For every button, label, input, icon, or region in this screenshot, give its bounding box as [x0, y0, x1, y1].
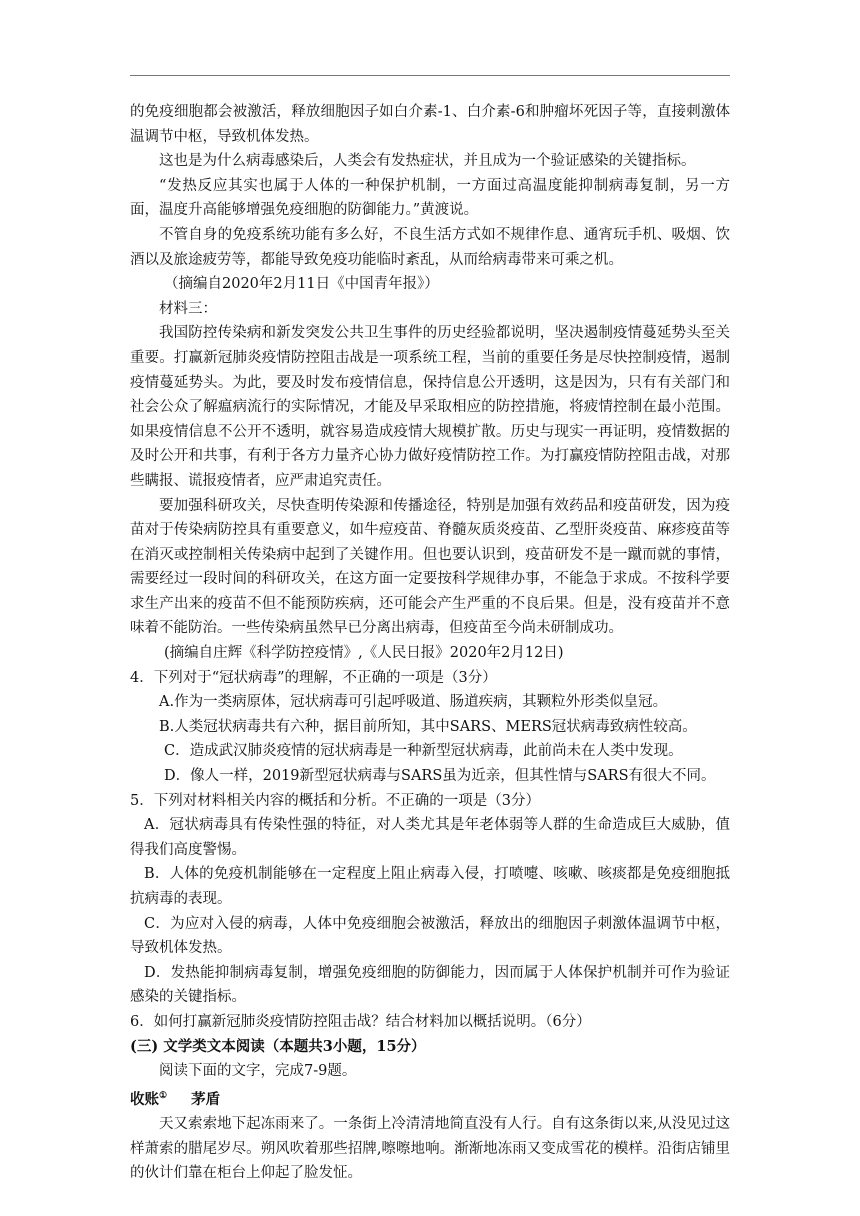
- question-4: 4．下列对于“冠状病毒”的理解，不正确的一项是（3分）: [130, 669, 497, 686]
- paragraph: 我国防控传染病和新发突发公共卫生事件的历史经验都说明，坚决遏制疫情蔓延势头至关重要。打赢新冠肺炎疫情防控阻击战是一项系统工程，当前的重要任务是尽快控制疫情，遏制疫情蔓延势头。为此，要及时发布疫情信息，保持信息公开透明，这是因为，只有有关部门和社会公众了解瘟病流行的实际情况，才能及早采取相应的防控措施，将疲情控制在最小范围。如果疫情信息不公开不透明，就容易造成疫情大规模扩散。历史与现实一再证明，疫情数据的及时公开和共事，有利于各方力量齐心协力做好疫情防控工作。为打赢疫情防控阻击战，对那些瞒报、谎报疫情者，应严肃追究责任。: [130, 325, 730, 489]
- story-title: 收账: [130, 1090, 159, 1108]
- section-instruction: 阅读下面的文字，完成7-9题。: [159, 1063, 357, 1080]
- paragraph: 不管自身的免疫系统功能有多么好，不良生活方式如不规律作息、通宵玩手机、吸烟、饮酒以及旅途疲劳等，都能导致免疫功能临时紊乱，从而给病毒带来可乘之机。: [130, 226, 730, 268]
- source-citation: (摘编自庄辉《科学防控疫情》,《人民日报》2020年2月12日): [164, 645, 564, 662]
- paragraph: 要加强科研攻关，尽快查明传染源和传播途径，特别是加强有效药品和疫苗研发，因为疫苗对于传染病防控具有重要意义，如牛痘疫苗、脊髓灰质炎疫苗、乙型肝炎疫苗、麻疹疫苗等在消灭或控制相关传染病中起到了关键作用。但也要认识到，疫苗研发不是一蹴而就的事情，需要经过一段时间的科研攻关，在这方面一定要按科学规律办事，不能急于求成。不按科学要求生产出来的疫苗不但不能预防疾病，还可能会产生严重的不良后果。但是，没有疫苗并不意味着不能防治。一些传染病虽然早已分离出病毒，但疫苗至今尚未研制成功。: [130, 497, 730, 637]
- paragraph-quote: “发热反应其实也属于人体的一种保护机制，一方面过高温度能抑制病毒复制，另一方面，温度升高能够增强免疫细胞的防御能力。”黄渡说。: [130, 177, 730, 219]
- footnote-marker: ①: [159, 1090, 168, 1101]
- paragraph-continued: 的免疫细胞都会被激活，释放细胞因子如白介素-1、白介素-6和肿瘤坏死因子等，直接刺激体温调节中枢，导致机体发热。: [130, 104, 730, 145]
- question-4-option-b: B.人类冠状病毒共有六种，据目前所知，其中SARS、MERS冠状病毒致病性较高。: [159, 718, 697, 735]
- story-paragraph: 天又索索地下起冻雨来了。一条街上冷清清地简直没有人行。自有这条街以来,从没见过这样萧索的腊尾岁尽。朔风吹着那些招牌,嚓嚓地响。渐渐地冻雨又变成雪花的模样。沿街店铺里的伙计们靠在柜台上仰起了脸发怔。: [130, 1116, 730, 1182]
- question-4-option-a: A.作为一类病原体，冠状病毒可引起呼吸道、肠道疾病，其颗粒外形类似皇冠。: [159, 694, 668, 711]
- paragraph: 这也是为什么病毒感染后，人类会有发热症状，并且成为一个验证感染的关键指标。: [159, 153, 696, 170]
- material-label: 材料三：: [159, 300, 217, 317]
- document-body: [130, 100, 730, 1186]
- question-4-option-d: D．像人一样，2019新型冠状病毒与SARS虽为近亲，但其性情与SARS有很大不同。: [164, 768, 716, 785]
- header-rule: [130, 75, 730, 76]
- section-heading: (三) 文学类文本阅读（本题共3小题，15分）: [130, 1037, 426, 1055]
- question-5-option-d: D．发热能抑制病毒复制，增强免疫细胞的防御能力，因而属于人体保护机制并可作为验证感染的关键指标。: [130, 964, 730, 1006]
- question-5: 5．下列对材料相关内容的概括和分析。不正确的一项是（3分）: [130, 792, 540, 809]
- story-title-line: [130, 1084, 730, 1112]
- question-5-option-b: B．人体的免疫机制能够在一定程度上阻止病毒入侵，打喷嚏、咳嗽、咳痰都是免疫细胞抵抗病毒的表现。: [130, 866, 730, 907]
- story-author: 茅盾: [191, 1090, 221, 1108]
- source-citation: （摘编自2020年2月11日《中国青年报》）: [164, 276, 439, 293]
- question-5-option-a: A．冠状病毒具有传染性强的特征，对人类尤其是年老体弱等人群的生命造成巨大威胁，值得我们高度警惕。: [130, 817, 730, 858]
- question-6: 6．如何打赢新冠肺炎疫情防控阻击战？结合材料加以概括说明。（6分）: [130, 1013, 591, 1030]
- question-5-option-c: C．为应对入侵的病毒，人体中免疫细胞会被激活，释放出的细胞因子刺激体温调节中枢，导致机体发热。: [130, 915, 730, 957]
- question-4-option-c: C．造成武汉肺炎疫情的冠状病毒是一种新型冠状病毒，此前尚未在人类中发现。: [164, 743, 683, 760]
